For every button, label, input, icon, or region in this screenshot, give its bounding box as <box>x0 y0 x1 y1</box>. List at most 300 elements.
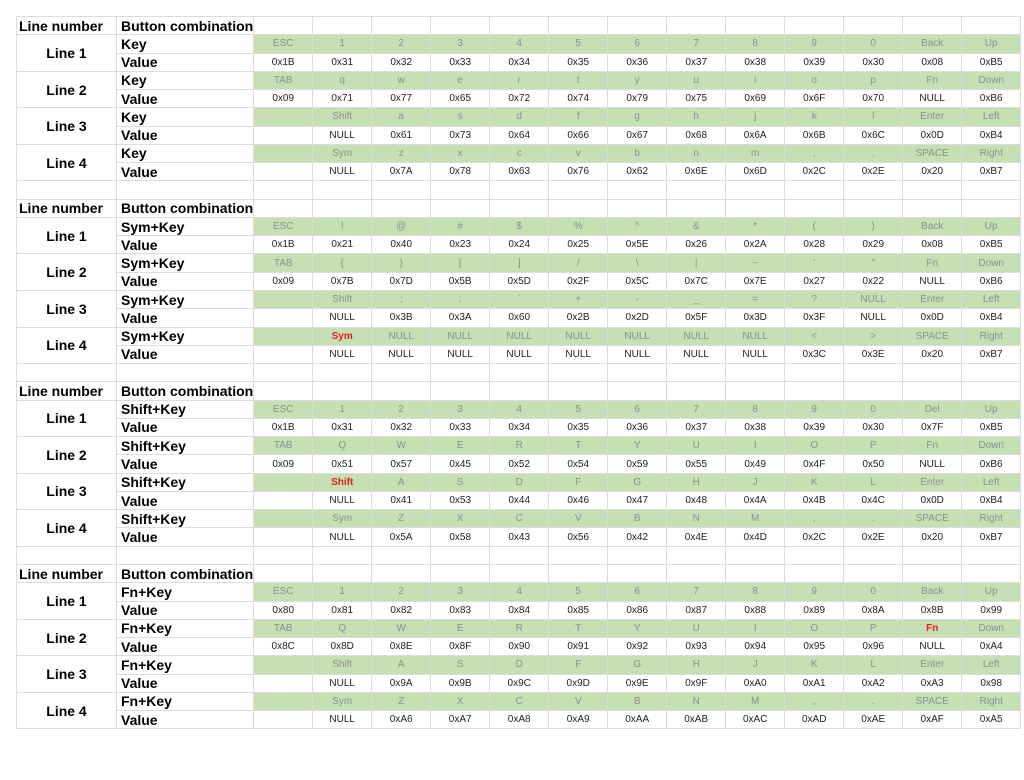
value-row-label: Value <box>117 90 254 108</box>
key-cell: ? <box>785 290 844 308</box>
key-cell: S <box>431 656 490 674</box>
value-cell: 0x4A <box>726 491 785 509</box>
key-cell: 2 <box>372 35 431 53</box>
empty-cell <box>667 382 726 400</box>
value-row <box>17 528 1021 546</box>
key-cell: Y <box>608 619 667 637</box>
empty-cell <box>431 382 490 400</box>
button-combination-header: Button combination <box>117 382 254 400</box>
key-cell: U <box>667 437 726 455</box>
key-cell: Del <box>903 400 962 418</box>
empty-cell <box>254 181 313 199</box>
value-cell: NULL <box>844 309 903 327</box>
key-cell: g <box>608 108 667 126</box>
value-row <box>17 455 1021 473</box>
value-cell: 0xA7 <box>431 711 490 729</box>
value-cell: NULL <box>313 309 372 327</box>
key-cell: p <box>844 71 903 89</box>
value-cell <box>254 491 313 509</box>
value-cell: NULL <box>726 345 785 363</box>
value-row <box>17 638 1021 656</box>
value-row <box>17 272 1021 290</box>
key-cell: , <box>785 144 844 162</box>
empty-cell <box>962 564 1021 582</box>
value-cell: 0x63 <box>490 163 549 181</box>
value-cell: 0x0D <box>903 491 962 509</box>
value-cell: 0x20 <box>903 345 962 363</box>
value-cell: 0x60 <box>490 309 549 327</box>
value-cell: NULL <box>313 163 372 181</box>
value-cell: 0x25 <box>549 236 608 254</box>
empty-cell <box>903 364 962 382</box>
key-cell: X <box>431 692 490 710</box>
empty-cell <box>667 564 726 582</box>
value-cell: 0x30 <box>844 418 903 436</box>
key-cell: ~ <box>726 254 785 272</box>
value-row <box>17 491 1021 509</box>
key-cell: b <box>608 144 667 162</box>
key-cell: Fn <box>903 437 962 455</box>
value-cell: 0x89 <box>785 601 844 619</box>
line-label: Line 3 <box>17 473 117 510</box>
key-cell: , <box>785 510 844 528</box>
value-cell <box>254 345 313 363</box>
key-cell: Back <box>903 217 962 235</box>
key-cell: NULL <box>726 327 785 345</box>
value-row-label: Value <box>117 491 254 509</box>
key-cell: Right <box>962 144 1021 162</box>
line-label: Line 4 <box>17 510 117 547</box>
line-label: Line 1 <box>17 583 117 620</box>
keyboard-code-table <box>16 16 1021 729</box>
line-number-header: Line number <box>17 382 117 400</box>
key-cell: 9 <box>785 35 844 53</box>
value-cell: 0x87 <box>667 601 726 619</box>
value-cell: 0x57 <box>372 455 431 473</box>
value-row-label: Value <box>117 601 254 619</box>
key-cell: P <box>844 437 903 455</box>
key-cell: NULL <box>372 327 431 345</box>
value-cell: 0x2D <box>608 309 667 327</box>
key-row-label: Shift+Key <box>117 400 254 418</box>
value-cell: 0x2C <box>785 528 844 546</box>
value-cell: 0x44 <box>490 491 549 509</box>
key-cell: $ <box>490 217 549 235</box>
value-cell: 0x6E <box>667 163 726 181</box>
key-cell: Left <box>962 473 1021 491</box>
key-cell: M <box>726 510 785 528</box>
key-row <box>17 217 1021 235</box>
value-cell <box>254 309 313 327</box>
value-cell: 0xAD <box>785 711 844 729</box>
empty-cell <box>785 199 844 217</box>
value-cell: 0x70 <box>844 90 903 108</box>
empty-cell <box>313 382 372 400</box>
value-cell: 0x33 <box>431 53 490 71</box>
line-label: Line 3 <box>17 108 117 145</box>
key-cell: I <box>726 619 785 637</box>
value-cell: 0x9A <box>372 674 431 692</box>
empty-cell <box>254 199 313 217</box>
empty-cell <box>726 564 785 582</box>
key-cell <box>254 692 313 710</box>
value-cell: 0x36 <box>608 53 667 71</box>
empty-cell <box>608 199 667 217</box>
empty-cell <box>549 564 608 582</box>
value-cell: 0xB6 <box>962 272 1021 290</box>
empty-cell <box>844 199 903 217</box>
value-cell: 0x6B <box>785 126 844 144</box>
key-cell: SPACE <box>903 692 962 710</box>
value-cell: 0xAA <box>608 711 667 729</box>
empty-cell <box>785 181 844 199</box>
empty-cell <box>962 382 1021 400</box>
key-cell: 3 <box>431 583 490 601</box>
line-label: Line 1 <box>17 217 117 254</box>
value-cell: NULL <box>667 345 726 363</box>
key-cell: H <box>667 656 726 674</box>
key-cell: ; <box>372 290 431 308</box>
key-cell: K <box>785 656 844 674</box>
key-row <box>17 108 1021 126</box>
value-cell: 0x09 <box>254 90 313 108</box>
key-cell: . <box>844 510 903 528</box>
value-cell: 0x7B <box>313 272 372 290</box>
section-header-row <box>17 199 1021 217</box>
value-cell: 0x4B <box>785 491 844 509</box>
empty-cell <box>372 17 431 35</box>
value-cell: 0x30 <box>844 53 903 71</box>
value-cell: 0x73 <box>431 126 490 144</box>
key-cell: ) <box>844 217 903 235</box>
value-cell: 0xB6 <box>962 455 1021 473</box>
key-cell: TAB <box>254 71 313 89</box>
key-cell: ] <box>490 254 549 272</box>
empty-cell <box>903 546 962 564</box>
key-cell: E <box>431 437 490 455</box>
key-cell: 1 <box>313 400 372 418</box>
empty-cell <box>844 382 903 400</box>
key-cell: H <box>667 473 726 491</box>
key-cell: 3 <box>431 400 490 418</box>
key-cell: SPACE <box>903 510 962 528</box>
key-row <box>17 144 1021 162</box>
key-row-label: Fn+Key <box>117 583 254 601</box>
key-cell: 7 <box>667 583 726 601</box>
key-cell: O <box>785 619 844 637</box>
value-cell: 0x2B <box>549 309 608 327</box>
key-cell: m <box>726 144 785 162</box>
key-cell: Z <box>372 692 431 710</box>
value-cell: 0x55 <box>667 455 726 473</box>
value-cell: 0x43 <box>490 528 549 546</box>
key-cell: TAB <box>254 254 313 272</box>
value-cell: 0x9C <box>490 674 549 692</box>
key-cell: l <box>844 108 903 126</box>
key-cell: TAB <box>254 437 313 455</box>
value-cell: 0x5D <box>490 272 549 290</box>
spacer-row <box>17 181 1021 199</box>
value-cell: 0x34 <box>490 418 549 436</box>
value-cell: 0x20 <box>903 528 962 546</box>
empty-cell <box>785 564 844 582</box>
empty-cell <box>372 364 431 382</box>
empty-cell <box>254 546 313 564</box>
value-cell: 0x5E <box>608 236 667 254</box>
value-cell: 0x7D <box>372 272 431 290</box>
key-cell: Enter <box>903 656 962 674</box>
key-cell: 1 <box>313 583 372 601</box>
empty-cell <box>608 181 667 199</box>
key-row <box>17 71 1021 89</box>
key-cell: n <box>667 144 726 162</box>
value-cell: 0x40 <box>372 236 431 254</box>
key-cell: A <box>372 656 431 674</box>
value-cell: 0x2F <box>549 272 608 290</box>
value-cell: 0x53 <box>431 491 490 509</box>
key-cell: [ <box>431 254 490 272</box>
value-cell: 0x45 <box>431 455 490 473</box>
empty-cell <box>313 564 372 582</box>
value-row-label: Value <box>117 236 254 254</box>
value-cell: 0x09 <box>254 272 313 290</box>
value-cell: 0x31 <box>313 418 372 436</box>
key-cell: Shift <box>313 290 372 308</box>
value-cell: 0x5C <box>608 272 667 290</box>
key-cell <box>254 144 313 162</box>
value-cell: 0x1B <box>254 236 313 254</box>
value-cell: 0x90 <box>490 638 549 656</box>
line-label: Line 1 <box>17 400 117 437</box>
value-cell: 0x34 <box>490 53 549 71</box>
value-row-label: Value <box>117 126 254 144</box>
value-cell: NULL <box>490 345 549 363</box>
line-label: Line 3 <box>17 290 117 327</box>
value-cell: NULL <box>313 345 372 363</box>
value-cell: 0x37 <box>667 53 726 71</box>
key-cell: X <box>431 510 490 528</box>
key-cell: 7 <box>667 400 726 418</box>
empty-cell <box>431 17 490 35</box>
value-cell: 0x82 <box>372 601 431 619</box>
empty-cell <box>490 546 549 564</box>
key-cell: NULL <box>431 327 490 345</box>
value-cell: 0x1B <box>254 53 313 71</box>
value-cell: 0x50 <box>844 455 903 473</box>
value-cell: 0xAB <box>667 711 726 729</box>
key-cell: B <box>608 510 667 528</box>
value-row <box>17 345 1021 363</box>
key-cell: ( <box>785 217 844 235</box>
key-row <box>17 619 1021 637</box>
value-row <box>17 309 1021 327</box>
empty-cell <box>726 17 785 35</box>
value-cell: 0xA4 <box>962 638 1021 656</box>
value-cell: 0x4D <box>726 528 785 546</box>
value-row-label: Value <box>117 272 254 290</box>
key-cell: e <box>431 71 490 89</box>
value-row <box>17 236 1021 254</box>
key-cell: < <box>785 327 844 345</box>
spacer-row <box>17 546 1021 564</box>
empty-cell <box>608 382 667 400</box>
value-row-label: Value <box>117 345 254 363</box>
section-header-row <box>17 382 1021 400</box>
value-cell: 0x8D <box>313 638 372 656</box>
value-cell: 0x64 <box>490 126 549 144</box>
empty-cell <box>903 181 962 199</box>
empty-cell <box>313 546 372 564</box>
value-cell: 0xA5 <box>962 711 1021 729</box>
value-cell: 0x72 <box>490 90 549 108</box>
key-cell: G <box>608 473 667 491</box>
key-cell: k <box>785 108 844 126</box>
key-row <box>17 692 1021 710</box>
empty-cell <box>785 382 844 400</box>
key-cell <box>254 656 313 674</box>
key-cell: I <box>726 437 785 455</box>
value-cell: 0x6D <box>726 163 785 181</box>
empty-cell <box>726 181 785 199</box>
key-cell: % <box>549 217 608 235</box>
value-cell: 0x6C <box>844 126 903 144</box>
value-cell: 0x0D <box>903 126 962 144</box>
key-cell: 4 <box>490 400 549 418</box>
empty-cell <box>549 199 608 217</box>
empty-cell <box>431 181 490 199</box>
key-cell: Q <box>313 619 372 637</box>
value-cell: 0x38 <box>726 418 785 436</box>
key-cell: Enter <box>903 108 962 126</box>
value-row-label: Value <box>117 455 254 473</box>
key-cell: ^ <box>608 217 667 235</box>
empty-cell <box>490 199 549 217</box>
key-cell: > <box>844 327 903 345</box>
key-cell: TAB <box>254 619 313 637</box>
key-row-label: Fn+Key <box>117 656 254 674</box>
line-label: Line 2 <box>17 619 117 656</box>
key-cell: T <box>549 619 608 637</box>
key-cell: 4 <box>490 583 549 601</box>
button-combination-header: Button combination <box>117 564 254 582</box>
value-cell: 0x6F <box>785 90 844 108</box>
line-label: Line 2 <box>17 254 117 291</box>
value-cell: 0xA2 <box>844 674 903 692</box>
empty-cell <box>372 564 431 582</box>
value-cell: 0x32 <box>372 418 431 436</box>
key-cell: 4 <box>490 35 549 53</box>
key-cell: Right <box>962 327 1021 345</box>
value-cell: 0x58 <box>431 528 490 546</box>
key-cell: Up <box>962 217 1021 235</box>
value-row-label: Value <box>117 53 254 71</box>
value-cell: 0x86 <box>608 601 667 619</box>
key-row <box>17 656 1021 674</box>
key-cell: 0 <box>844 583 903 601</box>
value-row <box>17 711 1021 729</box>
value-cell: 0x8C <box>254 638 313 656</box>
value-cell: 0x24 <box>490 236 549 254</box>
key-row <box>17 254 1021 272</box>
value-row <box>17 601 1021 619</box>
empty-cell <box>903 564 962 582</box>
line-label: Line 4 <box>17 692 117 729</box>
empty-cell <box>431 546 490 564</box>
empty-cell <box>549 17 608 35</box>
key-cell: s <box>431 108 490 126</box>
value-cell: 0x78 <box>431 163 490 181</box>
key-row <box>17 327 1021 345</box>
value-cell: 0x42 <box>608 528 667 546</box>
empty-cell <box>726 364 785 382</box>
value-cell: 0x38 <box>726 53 785 71</box>
key-cell: . <box>844 144 903 162</box>
empty-cell <box>254 382 313 400</box>
value-cell: 0xA6 <box>372 711 431 729</box>
key-cell: S <box>431 473 490 491</box>
key-cell: Left <box>962 656 1021 674</box>
key-cell: r <box>490 71 549 89</box>
key-cell: Left <box>962 108 1021 126</box>
value-cell: 0x21 <box>313 236 372 254</box>
value-cell: 0x80 <box>254 601 313 619</box>
empty-cell <box>490 364 549 382</box>
key-cell <box>254 290 313 308</box>
key-cell: 8 <box>726 400 785 418</box>
value-cell: 0x71 <box>313 90 372 108</box>
value-cell: 0x2C <box>785 163 844 181</box>
value-cell: 0x88 <box>726 601 785 619</box>
key-row-label: Shift+Key <box>117 510 254 528</box>
key-cell: = <box>726 290 785 308</box>
key-cell: } <box>372 254 431 272</box>
key-cell: 7 <box>667 35 726 53</box>
key-row-label: Shift+Key <box>117 473 254 491</box>
value-cell: 0x28 <box>785 236 844 254</box>
empty-cell <box>726 382 785 400</box>
empty-cell <box>844 181 903 199</box>
value-cell: 0x8A <box>844 601 903 619</box>
key-cell: \ <box>608 254 667 272</box>
key-row-label: Sym+Key <box>117 327 254 345</box>
key-cell: 3 <box>431 35 490 53</box>
value-cell: 0x3E <box>844 345 903 363</box>
empty-cell <box>549 546 608 564</box>
key-cell: o <box>785 71 844 89</box>
key-cell: { <box>313 254 372 272</box>
value-cell: 0x08 <box>903 236 962 254</box>
empty-cell <box>17 181 117 199</box>
value-cell: 0x94 <box>726 638 785 656</box>
key-cell: NULL <box>608 327 667 345</box>
empty-cell <box>903 17 962 35</box>
value-cell: 0xA0 <box>726 674 785 692</box>
empty-cell <box>608 17 667 35</box>
value-cell: 0x39 <box>785 418 844 436</box>
value-cell: 0x46 <box>549 491 608 509</box>
empty-cell <box>372 546 431 564</box>
value-cell <box>254 674 313 692</box>
key-row-label: Sym+Key <box>117 290 254 308</box>
key-row <box>17 473 1021 491</box>
value-cell: 0xB7 <box>962 345 1021 363</box>
key-cell: Sym <box>313 510 372 528</box>
key-cell: NULL <box>490 327 549 345</box>
empty-cell <box>313 364 372 382</box>
empty-cell <box>313 181 372 199</box>
key-cell: ESC <box>254 217 313 235</box>
value-row <box>17 126 1021 144</box>
